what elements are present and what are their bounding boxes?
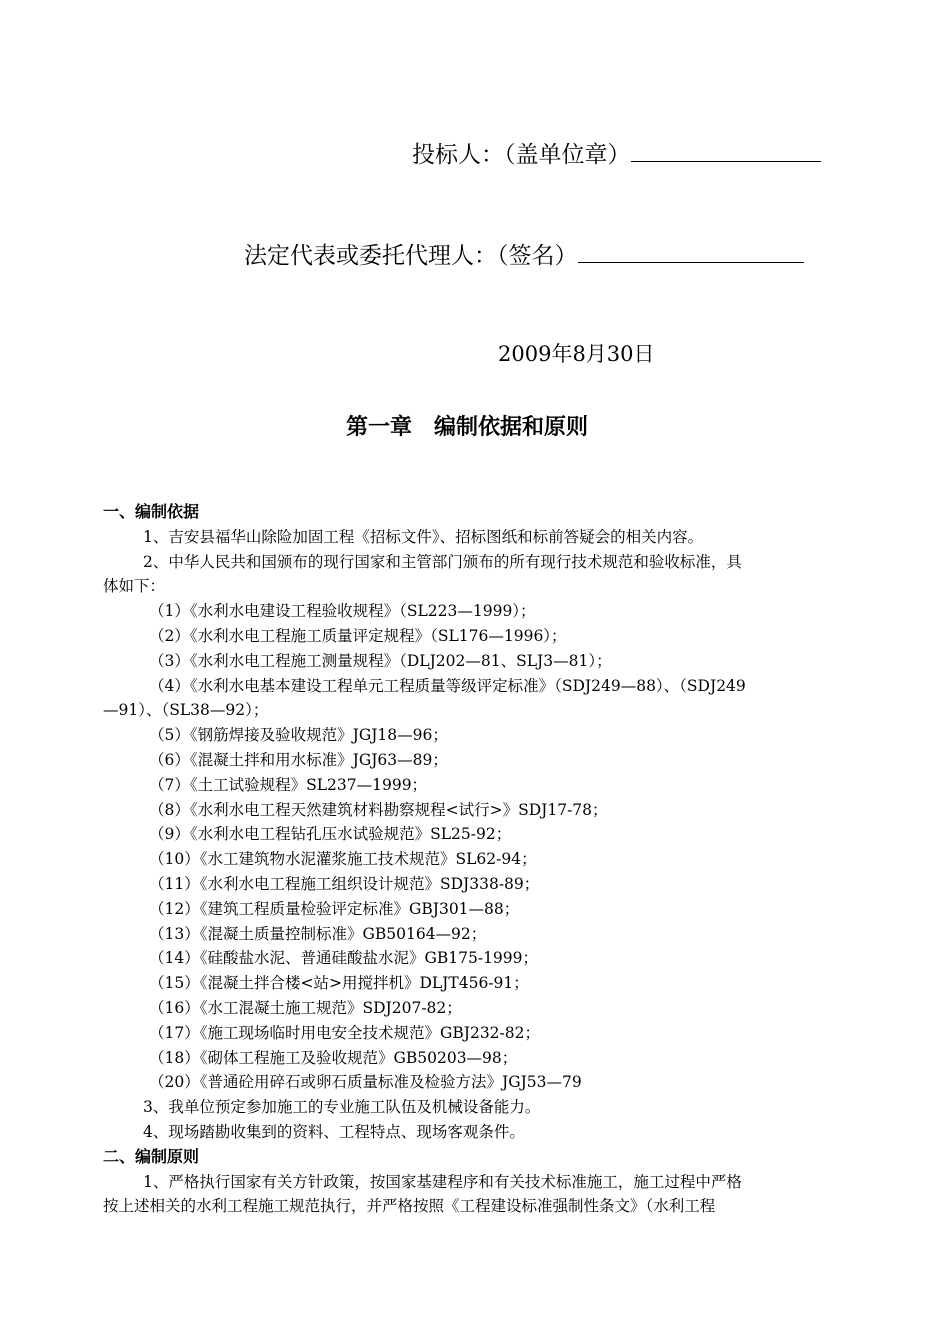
standard-list-item: （16）《水工混凝土施工规范》SDJ207-82； [149,998,462,1017]
paragraph-item-2-line-2: 体如下： [103,577,166,596]
paragraph-item-2-line-1: 2、中华人民共和国颁布的现行国家和主管部门颁布的所有现行技术规范和验收标准，具 [143,552,742,571]
standard-list-item: （14）《硅酸盐水泥、普通硅酸盐水泥》GB175-1999； [149,949,539,968]
standard-list-item: （10）《水工建筑物水泥灌浆施工技术规范》SL62-94； [149,850,537,869]
bidder-signature-line [412,136,821,169]
section-heading-principles: 二、编制原则 [103,1146,200,1166]
legal-rep-signature-blank [578,240,804,263]
legal-rep-label: 法定代表或委托代理人：（签名） [244,243,578,269]
standard-list-item: （18）《砌体工程施工及验收规范》GB50203—98； [149,1048,518,1067]
standard-list-item-continuation: —91）、（SL38—92）； [103,701,269,720]
standard-list-item: （12）《建筑工程质量检验评定标准》GBJ301—88； [149,899,520,918]
chapter-title: 第一章 编制依据和原则 [346,415,589,440]
bidder-signature-blank [631,139,821,162]
standard-list-item: （15）《混凝土拌合楼<站>用搅拌机》DLJT456-91； [149,974,529,993]
legal-rep-signature-line [244,237,804,270]
standard-list-item: （17）《施工现场临时用电安全技术规范》GBJ232-82； [149,1023,541,1042]
paragraph-item-3: 3、我单位预定参加施工的专业施工队伍及机械设备能力。 [143,1098,541,1117]
standard-list-item: （1）《水利水电建设工程验收规程》（SL223—1999）； [149,602,536,621]
signature-date: 2009年8月30日 [498,342,655,366]
principle-item-1-line-2: 按上述相关的水利工程施工规范执行，并严格按照《工程建设标准强制性条文》（水利工程 [103,1197,716,1216]
bidder-label: 投标人：（盖单位章） [412,142,631,168]
standard-list-item: （5）《钢筋焊接及验收规范》JGJ18—96； [149,726,448,745]
standard-list-item: （6）《混凝土拌和用水标准》JGJ63—89； [149,750,448,769]
paragraph-item-1: 1、吉安县福华山除险加固工程《招标文件》、招标图纸和标前答疑会的相关内容。 [143,527,704,546]
standard-list-item: （9）《水利水电工程钻孔压水试验规范》SL25-92； [149,825,512,844]
standard-list-item: （8）《水利水电工程天然建筑材料勘察规程<试行>》SDJ17-78； [149,800,608,819]
standard-list-item: （11）《水利水电工程施工组织设计规范》SDJ338-89； [149,874,540,893]
standard-list-item: （20）《普通砼用碎石或卵石质量标准及检验方法》JGJ53—79 [149,1073,582,1092]
paragraph-item-4: 4、现场踏勘收集到的资料、工程特点、现场客观条件。 [143,1122,525,1141]
standard-list-item: （3）《水利水电工程施工测量规程》（DLJ202—81、SLJ3—81）； [149,651,612,670]
standard-list-item: （2）《水利水电工程施工质量评定规程》（SL176—1996）； [149,626,567,645]
section-heading-basis: 一、编制依据 [103,502,200,521]
standard-list-item: （7）《土工试验规程》SL237—1999； [149,775,428,794]
document-body [103,500,883,1219]
standard-list-item: （13）《混凝土质量控制标准》GB50164—92； [149,924,487,943]
principle-item-1-line-1: 1、严格执行国家有关方针政策，按国家基建程序和有关技术标准施工，施工过程中严格 [143,1172,742,1191]
standard-list-item: （4）《水利水电基本建设工程单元工程质量等级评定标准》（SDJ249—88）、（SDJ249 [149,676,746,695]
